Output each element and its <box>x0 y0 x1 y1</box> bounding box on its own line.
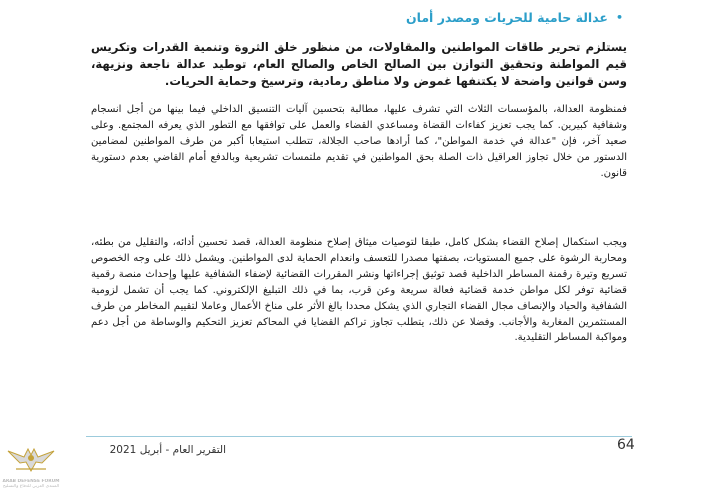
paragraph-2-text: ويجب استكمال إصلاح القضاء بشكل كامل، طبقا لتوصيات ميثاق إصلاح منظومة العدالة، قصد تحسين أدائه، والتقليل من بطئه، ومحاربة الرشوة على جميع المستويات، بصفتها مصدرا للتعسف وانعدام الحماية لدى المواطنين. ويشمل ذلك على وجه الخصوص تسريع وتيرة رقمنة المساطر الداخلية قصد توثيق إجراءاتها ونشر المقررات القضائية لإضفاء الشفافية عليها وإحداث منصة رقمية قضائية توفر لكل مواطن خدمة قضائية فعالة سريعة وعن قرب، بما في ذلك التبليغ الإلكتروني. كما يجب أن تشمل لزومية الشفافية والحياد والإنصاف مجال القضاء التجاري الذي يشكل محددا بالغ الأثر على مناخ الأعمال وعاملا لتقييم المخاطر من طرف المستثمرين المغاربة والأجانب. وفضلا عن ذلك، يتطلب تجاوز تراكم القضايا في المحاكم تعزيز التحكيم والوساطة من أجل دعم ومواكبة المساطر التقليدية. <box>91 237 627 344</box>
intro-paragraph <box>91 39 627 90</box>
body-paragraph-1 <box>91 102 627 182</box>
page-number: 64 <box>617 437 635 453</box>
watermark-logo <box>0 441 62 493</box>
eagle-emblem-icon <box>6 441 56 479</box>
paragraph-1-text: فمنظومة العدالة، بالمؤسسات الثلاث التي تشرف عليها، مطالبة بتحسين آليات التنسيق الداخلي فيما بينها من أجل انسجام وشفافية كبيرين. كما يجب تعزيز كفاءات القضاة ومساعدي القضاء والعمل على توافقها مع التطور الذي يعرفه المجتمع. وعلى صعيد آخر، فإن "عدالة في خدمة المواطن"، كما أرادها صاحب الجلالة، تتطلب استيعابا أكبر من طرف المواطنين لمضامين الدستور من خلال تجاوز العراقيل ذات الصلة بحق المواطنين في تقديم ملتمسات تشريعية وبالدفع أمام القاضي بعدم دستورية قانون. <box>91 104 627 179</box>
logo-arabic-name: المنتدى العربي للدفاع والتسليح <box>2 484 60 489</box>
logo-name: ARAB DEFENSE FORUM <box>2 479 60 484</box>
intro-text: يستلزم تحرير طاقات المواطنين والمقاولات، من منظور خلق الثروة وتنمية القدرات وتكريس قيم المواطنة وتحقيق التوازن بين الصالح الخاص والصالح العام، توطيد عدالة ناجعة ونزيهة، وسن قوانين واضحة لا يكتنفها غموض ولا مناطق رمادية، وترسيخ وحماية الحريات. <box>91 40 627 88</box>
body-paragraph-2 <box>91 235 627 346</box>
footer-report-title: التقرير العام - أبريل 2021 <box>109 444 226 456</box>
heading-title: عدالة حامية للحريات ومصدر أمان <box>405 10 608 25</box>
section-heading <box>406 10 623 25</box>
footer-divider <box>86 436 632 437</box>
heading-bullet: • <box>615 11 623 24</box>
